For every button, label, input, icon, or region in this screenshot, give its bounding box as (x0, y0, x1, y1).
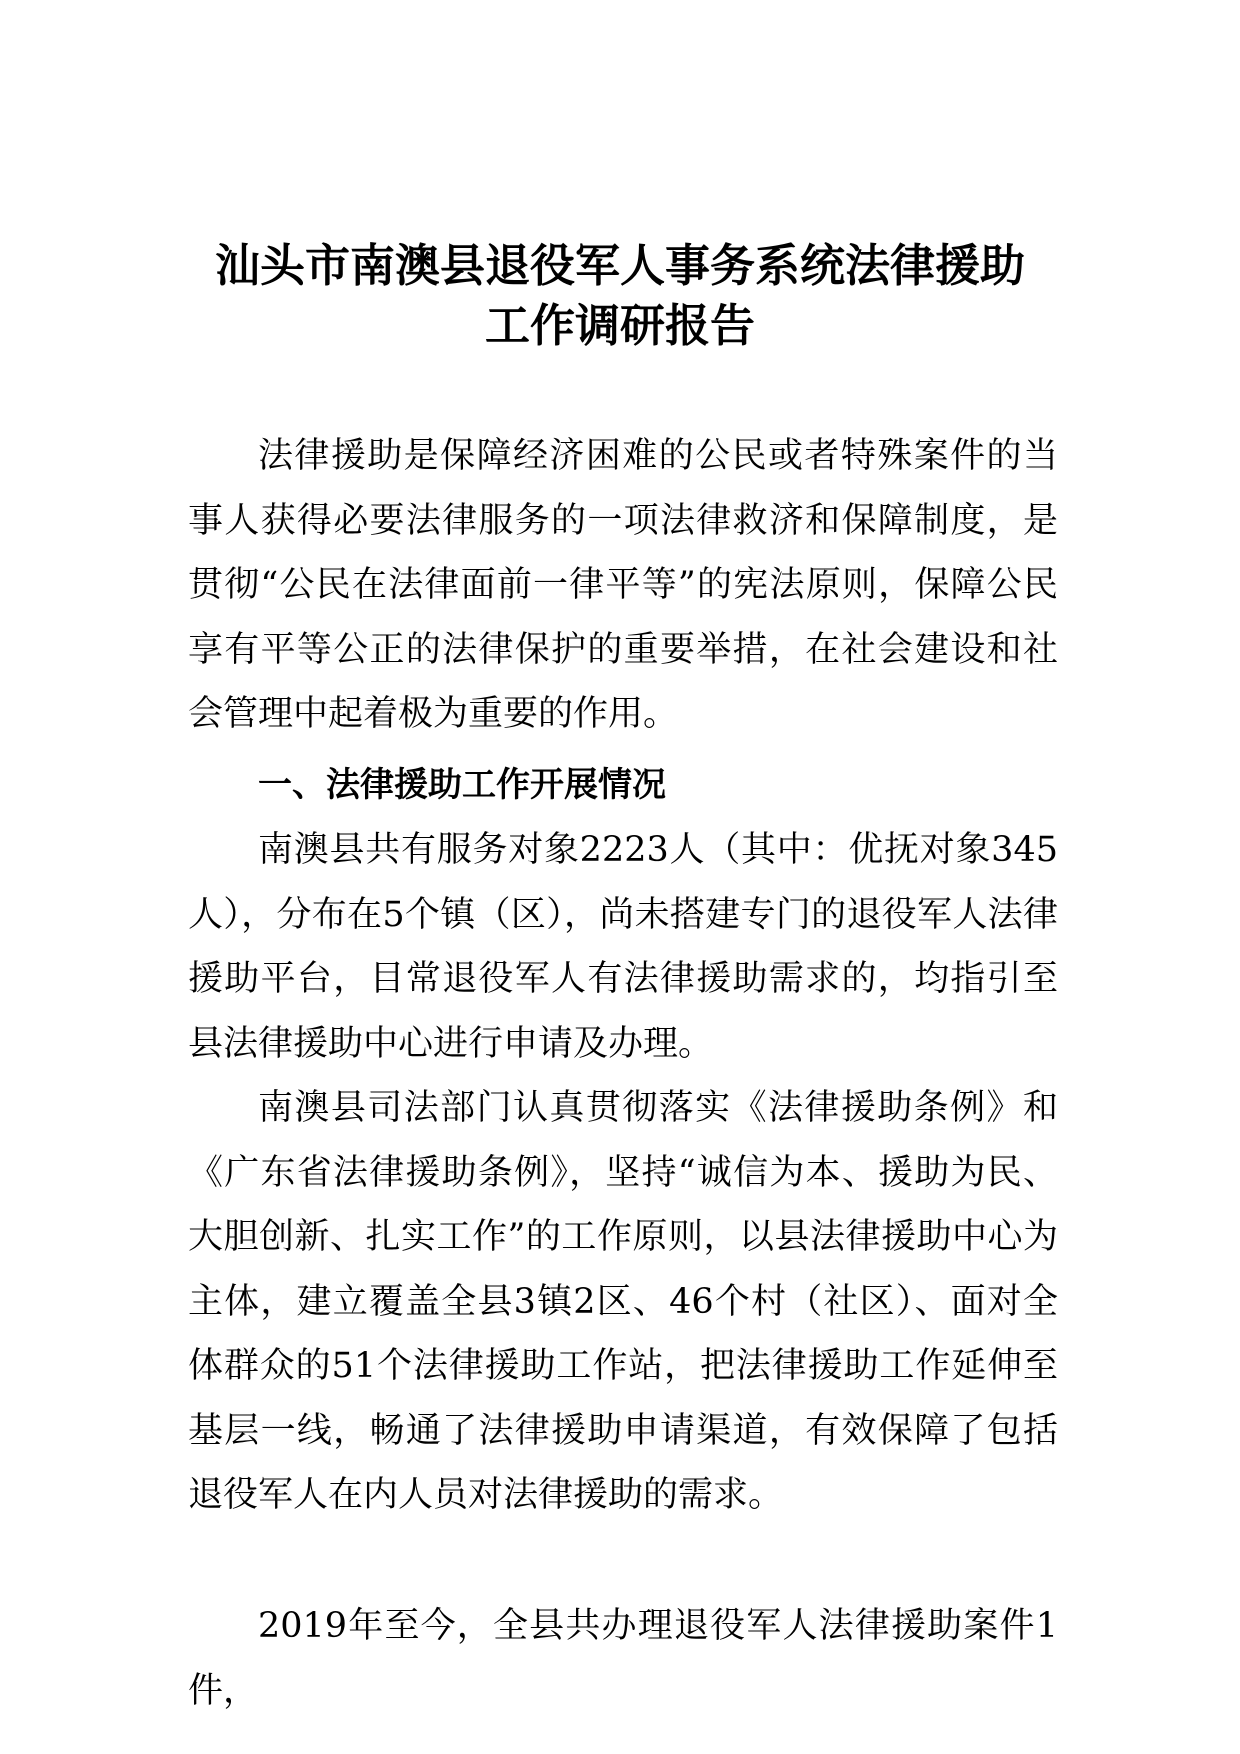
section-heading-1: 一、法律援助工作开展情况 (258, 765, 666, 805)
paragraph-judicial-dept: 南澳县司法部门认真贯彻落实《法律援助条例》和《广东省法律援助条例》，坚持“诚信为本、援助为民、大胆创新、扎实工作”的工作原则，以县法律援助中心为主体，建立覆盖全县3镇2区、46个村（社区）、面对全体群众的51个法律援助工作站，把法律援助工作延伸至基层一线，畅通了法律援助申请渠道，有效保障了包括退役军人在内人员对法律援助的需求。 (188, 1088, 1058, 1515)
document-title-line-1: 汕头市南澳县退役军人事务系统法律援助 (214, 239, 1025, 292)
paragraph-judicial-dept-block (188, 1076, 1058, 1528)
document-title-line-2: 工作调研报告 (484, 299, 755, 352)
paragraph-intro-block (188, 424, 1058, 747)
paragraph-service-targets-block (188, 818, 1058, 1076)
paragraph-cases-block (188, 1594, 1058, 1723)
paragraph-cases: 2019年至今，全县共办理退役军人法律援助案件1件， (188, 1606, 1058, 1711)
section-heading-block (188, 753, 1058, 818)
paragraph-intro: 法律援助是保障经济困难的公民或者特殊案件的当事人获得必要法律服务的一项法律救济和保障制度，是贯彻“公民在法律面前一律平等”的宪法原则，保障公民享有平等公正的法律保护的重要举措，在社会建设和社会管理中起着极为重要的作用。 (188, 436, 1058, 734)
paragraph-service-targets: 南澳县共有服务对象2223人（其中：优抚对象345人），分布在5个镇（区），尚未搭建专门的退役军人法律援助平台，目常退役军人有法律援助需求的，均指引至县法律援助中心进行申请及办理。 (188, 830, 1058, 1064)
